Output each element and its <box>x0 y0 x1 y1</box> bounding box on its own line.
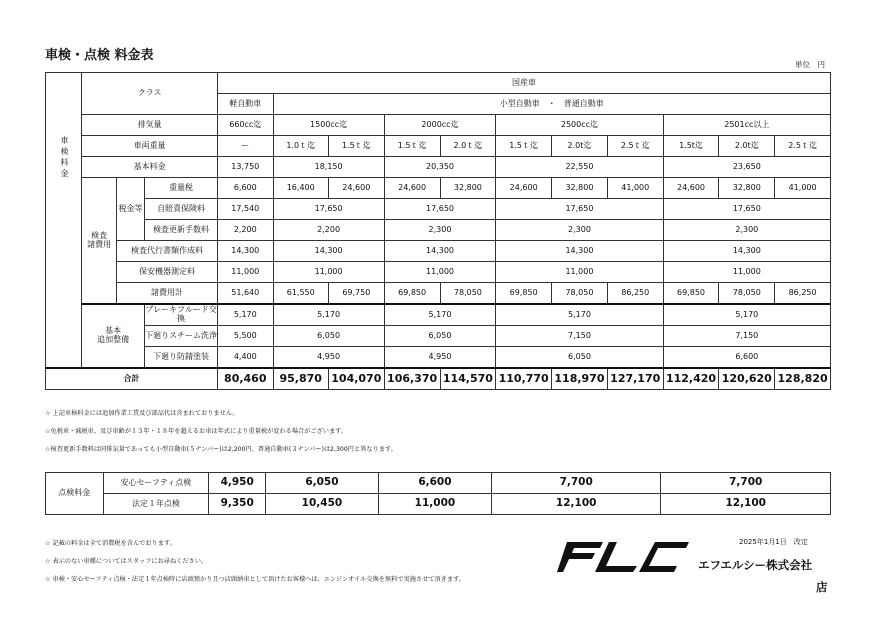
total-cell: 127,170 <box>607 368 663 390</box>
safe-check-cell: 7,700 <box>491 473 661 494</box>
weight-tax-cell: 32,800 <box>440 178 496 199</box>
rustproof-cell: 4,950 <box>273 347 384 369</box>
insurance-cell: 17,650 <box>273 199 384 220</box>
weight-tax-cell: 32,800 <box>719 178 775 199</box>
footer-note-1: ☆ 記載の料金は全て消費税を含んでおります。 <box>45 540 176 547</box>
docs-cell: 14,300 <box>496 241 663 262</box>
security-cell: 11,000 <box>496 262 663 283</box>
weight-tax-label: 重量税 <box>145 178 218 199</box>
total-cell: 114,570 <box>440 368 496 390</box>
note-3: ☆検査更新手数料は同排気量であっても小型自動車(５ナンバー)は2,200円、普通自動車(３ナンバー)は2,300円と異なります。 <box>45 446 397 453</box>
total-cell: 95,870 <box>273 368 328 390</box>
costs-total-cell: 78,050 <box>440 283 496 305</box>
rustproof-cell: 6,600 <box>663 347 830 369</box>
security-cell: 11,000 <box>273 262 384 283</box>
weight-tax-cell: 41,000 <box>607 178 663 199</box>
steam-cell: 5,500 <box>218 326 273 347</box>
displacement-label: 排気量 <box>82 115 218 136</box>
costs-total-label: 諸費用計 <box>116 283 217 305</box>
total-cell: 110,770 <box>496 368 552 390</box>
unit-label: 単位 円 <box>795 60 825 69</box>
weight-tax-cell: 24,600 <box>328 178 384 199</box>
weight-cell: 1.5t迄 <box>663 136 719 157</box>
costs-total-cell: 86,250 <box>607 283 663 305</box>
renewal-fee-label: 検査更新手数料 <box>145 220 218 241</box>
footer-note-3: ☆ 車検・安心セーフティ点検・法定１年点検時に店頭預かり且つ店頭納車として頂けたお客様へは、エンジンオイル交換を無料で実施させて頂きます。 <box>45 576 465 583</box>
costs-total-cell: 78,050 <box>552 283 608 305</box>
weight-cell: ー <box>218 136 273 157</box>
base-fee-cell: 22,550 <box>496 157 663 178</box>
legal-check-cell: 11,000 <box>378 494 491 515</box>
disp-cell: 2000cc迄 <box>384 115 496 136</box>
shaken-fee-label: 車検料金 <box>59 135 69 180</box>
total-cell: 128,820 <box>775 368 831 390</box>
weight-tax-cell: 16,400 <box>273 178 328 199</box>
renewal-cell: 2,200 <box>218 220 273 241</box>
steam-cell: 6,050 <box>273 326 384 347</box>
check-table <box>45 472 831 515</box>
base-fee-cell: 18,150 <box>273 157 384 178</box>
page-title: 車検・点検 料金表 <box>45 48 154 63</box>
insurance-label: 自賠責保険料 <box>145 199 218 220</box>
brake-cell: 5,170 <box>496 304 663 326</box>
total-cell: 80,460 <box>218 368 273 390</box>
disp-cell: 2501cc以上 <box>663 115 830 136</box>
safe-check-label: 安心セーフティ点検 <box>103 473 209 494</box>
base-fee-cell: 20,350 <box>384 157 496 178</box>
costs-total-cell: 69,850 <box>384 283 440 305</box>
weight-cell: 2.0t迄 <box>719 136 775 157</box>
base-fee-cell: 23,650 <box>663 157 830 178</box>
weight-cell: 1.0ｔ迄 <box>273 136 328 157</box>
steam-cell: 6,050 <box>384 326 496 347</box>
brake-label: ブレーキフルード交換 <box>145 304 218 326</box>
weight-tax-cell: 41,000 <box>775 178 831 199</box>
weight-cell: 2.0t迄 <box>552 136 608 157</box>
disp-cell: 660cc迄 <box>218 115 273 136</box>
footer-note-2: ☆ 表示のない車種についてはスタッフにお尋ねください。 <box>45 558 208 565</box>
base-fee-cell: 13,750 <box>218 157 273 178</box>
costs-total-cell: 69,750 <box>328 283 384 305</box>
weight-tax-cell: 32,800 <box>552 178 608 199</box>
insurance-cell: 17,650 <box>663 199 830 220</box>
legal-check-cell: 12,100 <box>491 494 661 515</box>
legal-check-cell: 10,450 <box>265 494 378 515</box>
renewal-cell: 2,300 <box>663 220 830 241</box>
steam-cell: 7,150 <box>663 326 830 347</box>
weight-tax-cell: 6,600 <box>218 178 273 199</box>
total-cell: 118,970 <box>552 368 608 390</box>
brake-cell: 5,170 <box>384 304 496 326</box>
safe-check-cell: 6,600 <box>378 473 491 494</box>
note-1: ☆ 上記車検料金には追加作業工賃及び部品代は含まれておりません。 <box>45 410 239 417</box>
brake-cell: 5,170 <box>663 304 830 326</box>
insurance-cell: 17,650 <box>384 199 496 220</box>
weight-cell: 2.5ｔ迄 <box>775 136 831 157</box>
total-cell: 104,070 <box>328 368 384 390</box>
legal-check-cell: 12,100 <box>661 494 831 515</box>
store-label: 店 <box>816 580 828 594</box>
rustproof-label: 下廻り防錆塗装 <box>145 347 218 369</box>
steam-cell: 7,150 <box>496 326 663 347</box>
domestic-header: 国産車 <box>218 73 831 94</box>
rustproof-cell: 6,050 <box>496 347 663 369</box>
rustproof-cell: 4,950 <box>384 347 496 369</box>
tax-label: 税金等 <box>116 178 144 241</box>
safe-check-cell: 7,700 <box>661 473 831 494</box>
price-table <box>45 72 831 390</box>
flc-logo <box>557 540 691 578</box>
safe-check-cell: 4,950 <box>209 473 266 494</box>
safe-check-cell: 6,050 <box>265 473 378 494</box>
docs-cell: 14,300 <box>663 241 830 262</box>
company-name: エフエルシー株式会社 <box>698 558 813 572</box>
total-label: 合計 <box>46 368 218 390</box>
costs-total-cell: 51,640 <box>218 283 273 305</box>
costs-total-cell: 61,550 <box>273 283 328 305</box>
docs-cell: 14,300 <box>218 241 273 262</box>
costs-total-cell: 69,850 <box>663 283 719 305</box>
renewal-cell: 2,200 <box>273 220 384 241</box>
docs-cell: 14,300 <box>384 241 496 262</box>
rustproof-cell: 4,400 <box>218 347 273 369</box>
security-fee-label: 保安機器測定料 <box>116 262 217 283</box>
basic-maint-label: 基本 追加整備 <box>82 304 145 368</box>
weight-cell: 1.5ｔ迄 <box>496 136 552 157</box>
weight-tax-cell: 24,600 <box>496 178 552 199</box>
class-header: クラス <box>82 73 218 115</box>
small-regular-header: 小型自動車 ・ 普通自動車 <box>273 94 831 115</box>
steam-label: 下廻りスチーム洗浄 <box>145 326 218 347</box>
security-cell: 11,000 <box>384 262 496 283</box>
weight-label: 車両重量 <box>82 136 218 157</box>
check-label: 点検料金 <box>46 473 104 515</box>
brake-cell: 5,170 <box>218 304 273 326</box>
base-fee-label: 基本料金 <box>82 157 218 178</box>
revision-date: 2025年1月1日 改定 <box>739 538 808 546</box>
total-cell: 120,620 <box>719 368 775 390</box>
weight-tax-cell: 24,600 <box>384 178 440 199</box>
legal-check-cell: 9,350 <box>209 494 266 515</box>
total-cell: 106,370 <box>384 368 440 390</box>
renewal-cell: 2,300 <box>496 220 663 241</box>
docs-cell: 14,300 <box>273 241 384 262</box>
legal-check-label: 法定１年点検 <box>103 494 209 515</box>
security-cell: 11,000 <box>218 262 273 283</box>
weight-cell: 2.0ｔ迄 <box>440 136 496 157</box>
brake-cell: 5,170 <box>273 304 384 326</box>
weight-cell: 1.5ｔ迄 <box>384 136 440 157</box>
note-2: ☆免税車・減税車、及び車齢が１３年・１８年を超えるお車は年式により重量税が変わる場合がございます。 <box>45 428 348 435</box>
logo-text: FLC <box>557 573 559 574</box>
insurance-cell: 17,540 <box>218 199 273 220</box>
inspection-costs-label: 検査 諸費用 <box>82 178 117 305</box>
light-header: 軽自動車 <box>218 94 273 115</box>
weight-cell: 2.5ｔ迄 <box>607 136 663 157</box>
insurance-cell: 17,650 <box>496 199 663 220</box>
security-cell: 11,000 <box>663 262 830 283</box>
total-cell: 112,420 <box>663 368 719 390</box>
weight-cell: 1.5ｔ迄 <box>328 136 384 157</box>
costs-total-cell: 86,250 <box>775 283 831 305</box>
disp-cell: 1500cc迄 <box>273 115 384 136</box>
costs-total-cell: 69,850 <box>496 283 552 305</box>
disp-cell: 2500cc迄 <box>496 115 663 136</box>
weight-tax-cell: 24,600 <box>663 178 719 199</box>
costs-total-cell: 78,050 <box>719 283 775 305</box>
renewal-cell: 2,300 <box>384 220 496 241</box>
docs-fee-label: 検査代行書類作成料 <box>116 241 217 262</box>
